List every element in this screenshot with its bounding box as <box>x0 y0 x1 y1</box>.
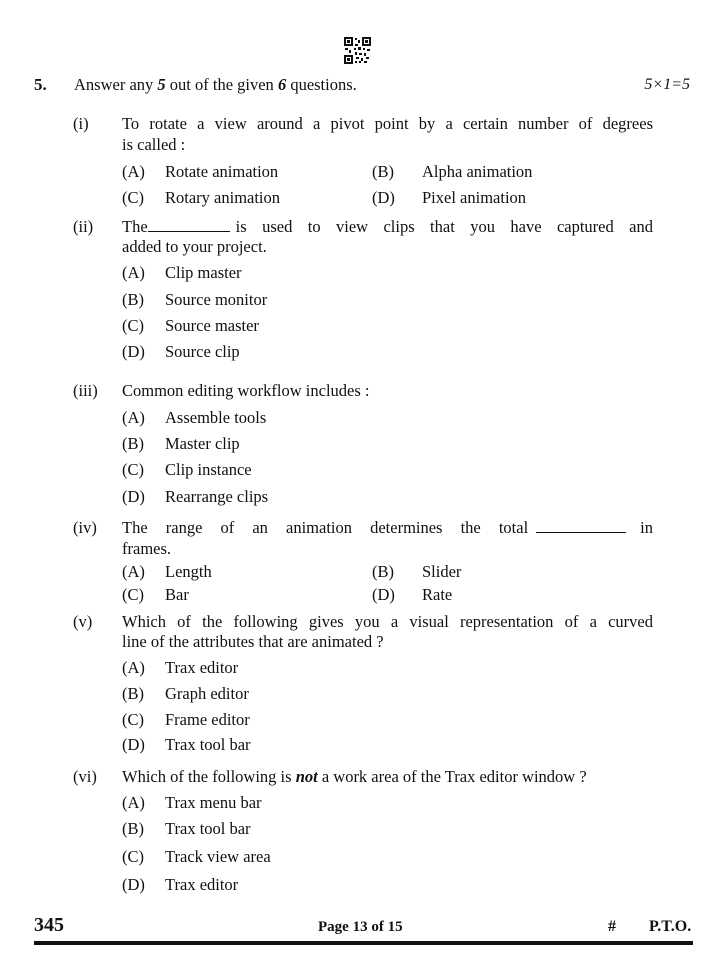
option-text: Source master <box>165 316 259 335</box>
option-key: (B) <box>122 290 144 309</box>
subquestion-text <box>122 767 587 787</box>
option-text: Pixel animation <box>422 188 527 207</box>
subquestion-label: (ii) <box>73 217 94 236</box>
option-text: Track view area <box>165 847 271 866</box>
subquestion-text-part: a work area of the Trax editor window ? <box>317 767 587 786</box>
option-key: (C) <box>122 847 144 866</box>
page-number: Page 13 of 15 <box>318 919 403 935</box>
option-text: Rate <box>422 585 453 604</box>
option-key: (C) <box>122 188 144 207</box>
hash-mark: # <box>608 918 616 935</box>
instruction-text: Answer any <box>74 75 158 94</box>
instruction-text: out of the given <box>165 75 278 94</box>
option-text: Trax tool bar <box>165 735 251 754</box>
option-key: (D) <box>122 735 145 754</box>
option-key: (A) <box>122 408 145 427</box>
option-text: Graph editor <box>165 684 249 703</box>
marks-allocation: 5×1=5 <box>644 76 690 93</box>
option-key: (C) <box>122 585 144 604</box>
subquestion-text: frames. <box>122 539 172 558</box>
subquestion-text: added to your project. <box>122 237 267 256</box>
option-text: Alpha animation <box>422 162 533 181</box>
option-text: Length <box>165 562 212 581</box>
option-text: Bar <box>165 585 189 604</box>
option-key: (C) <box>122 316 144 335</box>
option-text: Assemble tools <box>165 408 267 427</box>
please-turn-over: P.T.O. <box>649 918 692 935</box>
subquestion-label: (iii) <box>73 381 98 400</box>
subquestion-text: in <box>640 518 653 537</box>
instruction-text: questions. <box>286 75 357 94</box>
emphasis-word: not <box>295 767 318 786</box>
option-key: (D) <box>122 487 145 506</box>
option-key: (A) <box>122 162 145 181</box>
subquestion-text: To rotate a view around a pivot point by a certain number of degrees <box>122 114 653 133</box>
option-key: (D) <box>372 188 395 207</box>
subquestion-label: (i) <box>73 114 89 133</box>
option-key: (C) <box>122 710 144 729</box>
option-key: (C) <box>122 460 144 479</box>
option-text: Trax menu bar <box>165 793 262 812</box>
option-text: Slider <box>422 562 462 581</box>
subquestion-text: is called : <box>122 135 186 154</box>
option-key: (B) <box>122 434 144 453</box>
subquestion-label: (iv) <box>73 518 97 537</box>
option-text: Source monitor <box>165 290 268 309</box>
option-text: Trax editor <box>165 875 239 894</box>
option-key: (B) <box>122 819 144 838</box>
subquestion-text: The range of an animation determines the total <box>122 518 529 537</box>
subquestion-label: (vi) <box>73 767 97 786</box>
instruction-count: 5 <box>157 75 166 94</box>
option-text: Master clip <box>165 434 240 453</box>
option-text: Frame editor <box>165 710 250 729</box>
subquestion-text-line <box>122 217 653 237</box>
option-text: Rearrange clips <box>165 487 269 506</box>
footer-divider <box>34 941 693 945</box>
option-key: (B) <box>372 562 394 581</box>
question-number: 5. <box>34 75 47 94</box>
option-key: (B) <box>122 684 144 703</box>
answer-blank <box>148 217 230 232</box>
subquestion-text: Which of the following gives you a visual representation of a curved <box>122 612 653 631</box>
subquestion-text-line <box>122 518 653 538</box>
option-text: Rotary animation <box>165 188 281 207</box>
qr-code-icon <box>344 37 371 64</box>
option-text: Rotate animation <box>165 162 279 181</box>
option-text: Trax tool bar <box>165 819 251 838</box>
option-key: (A) <box>122 658 145 677</box>
subquestion-text: is used to view clips that you have captured and <box>235 217 653 236</box>
answer-blank <box>536 518 626 533</box>
instruction-total: 6 <box>277 75 287 94</box>
subquestion-text: The <box>122 217 148 236</box>
paper-code: 345 <box>34 914 64 936</box>
option-key: (A) <box>122 263 145 282</box>
option-text: Clip instance <box>165 460 252 479</box>
option-text: Clip master <box>165 263 242 282</box>
subquestion-text: line of the attributes that are animated ? <box>122 632 384 651</box>
option-key: (B) <box>372 162 394 181</box>
subquestion-label: (v) <box>73 612 93 631</box>
question-instruction <box>74 75 357 95</box>
subquestion-text: Common editing workflow includes : <box>122 381 370 400</box>
option-key: (D) <box>122 342 145 361</box>
option-text: Source clip <box>165 342 240 361</box>
option-key: (D) <box>372 585 395 604</box>
option-text: Trax editor <box>165 658 239 677</box>
option-key: (A) <box>122 562 145 581</box>
subquestion-text-part: Which of the following is <box>122 767 296 786</box>
option-key: (D) <box>122 875 145 894</box>
option-key: (A) <box>122 793 145 812</box>
